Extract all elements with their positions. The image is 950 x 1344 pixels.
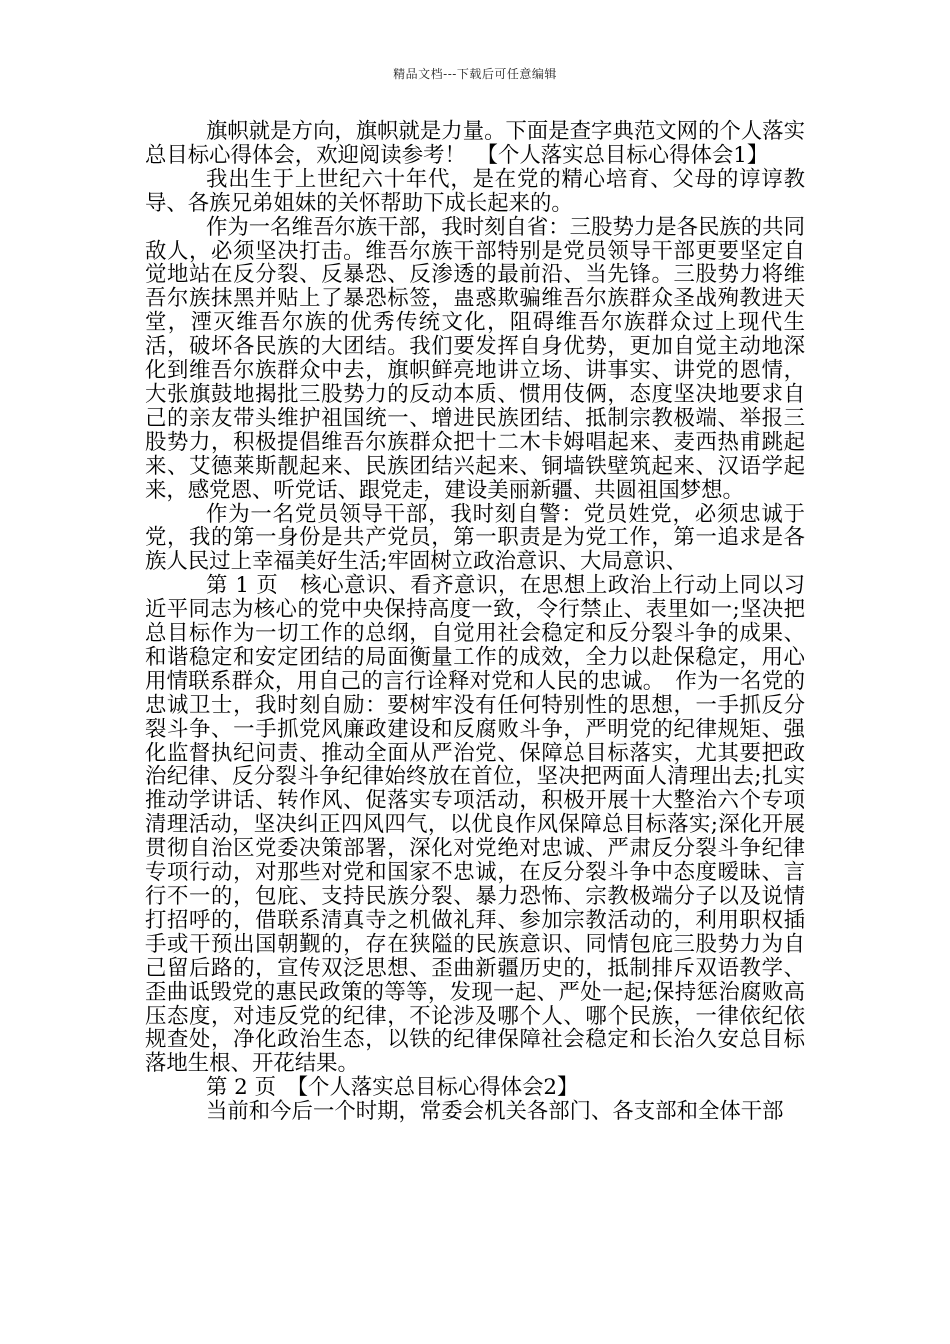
paragraph-intro: 旗帜就是方向，旗帜就是力量。下面是查字典范文网的个人落实总目标心得体会，欢迎阅读参考！ 【个人落实总目标心得体会1】 bbox=[145, 119, 805, 168]
paragraph-background: 我出生于上世纪六十年代，是在党的精心培育、父母的谆谆教导、各族兄弟姐妹的关怀帮助下成长起来的。 bbox=[145, 166, 805, 216]
paragraph-page-2-heading: 第 2 页 【个人落实总目标心得体会2】 bbox=[205, 1075, 579, 1101]
paragraph-page-1: 第 1 页 核心意识、看齐意识，在思想上政治上行动上同以习近平同志为核心的党中央保持高度一致，令行禁止、表里如一;坚决把总目标作为一切工作的总纲，自觉用社会稳定和反分裂斗争的成果、和谐稳定和安定团结的局面衡量工作的成效，全力以赴保稳定，用心用情联系群众，用自己的言行诠释对党和人民的忠诚。 作为一名党的忠诚卫士，我时刻自励：要树牢没有任何特别性的思想，一手抓反分裂斗争、一手抓党风廉政建设和反腐败斗争，严明党的纪律规矩、强化监督执纪问责、推动全面从严治党、保障总目标落实，尤其要把政治纪律、反分裂斗争纪律始终放在首位，坚决把两面人清理出去;扎实推动学讲话、转作风、促落实专项活动，积极开展十大整治六个专项清理活动，坚决纠正四风四气，以优良作风保障总目标落实;深化开展贯彻自治区党委决策部署，深化对党绝对忠诚、严肃反分裂斗争纪律专项行动，对那些对党和国家不忠诚，在反分裂斗争中态度暧昧、言行不一的，包庇、支持民族分裂、暴力恐怖、宗教极端分子以及说情打招呼的，借联系清真寺之机做礼拜、参加宗教活动的，利用职权插手或干预出国朝觐的，存在狭隘的民族意识、同情包庇三股势力为自己留后路的，宣传双泛思想、歪曲新疆历史的，抵制排斥双语教学、歪曲诋毁党的惠民政策的等等，发现一起、严处一起;保持惩治腐败高压态度，对违反党的纪律，不论涉及哪个人、哪个民族，一律依纪依规查处，净化政治生态，以铁的纪律保障社会稳定和长治久安总目标落地生根、开花结果。 bbox=[145, 573, 805, 1077]
paragraph-self-reflection: 作为一名维吾尔族干部，我时刻自省：三股势力是各民族的共同敌人，必须坚决打击。维吾尔族干部特别是党员领导干部更要坚定自觉地站在反分裂、反暴恐、反渗透的最前沿、当先锋。三股势力将维吾尔族抹黑并贴上了暴恐标签，蛊惑欺骗维吾尔族群众圣战殉教进天堂，湮灭维吾尔族的优秀传统文化，阻碍维吾尔族群众过上现代生活，破坏各民族的大团结。我们要发挥自身优势，更加自觉主动地深化到维吾尔族群众中去，旗帜鲜亮地讲立场、讲事实、讲党的恩情，大张旗鼓地揭批三股势力的反动本质、惯用伎俩，态度坚决地要求自己的亲友带头维护祖国统一、增进民族团结、抵制宗教极端、举报三股势力，积极提倡维吾尔族群众把十二木卡姆唱起来、麦西热甫跳起来、艾德莱斯靓起来、民族团结兴起来、铜墙铁壁筑起来、汉语学起来，感党恩、听党话、跟党走，建设美丽新疆、共圆祖国梦想。 bbox=[145, 214, 805, 503]
page-header: 精品文档---下载后可任意编辑 bbox=[393, 67, 557, 81]
document-body bbox=[145, 120, 805, 1124]
paragraph-closing: 当前和今后一个时期，常委会机关各部门、各支部和全体干部 bbox=[205, 1099, 784, 1125]
paragraph-self-warning: 作为一名党员领导干部，我时刻自警：党员姓党，必须忠诚于党，我的第一身份是共产党员，第一职责是为党工作，第一追求是各族人民过上幸福美好生活;牢固树立政治意识、大局意识、 bbox=[145, 501, 805, 575]
